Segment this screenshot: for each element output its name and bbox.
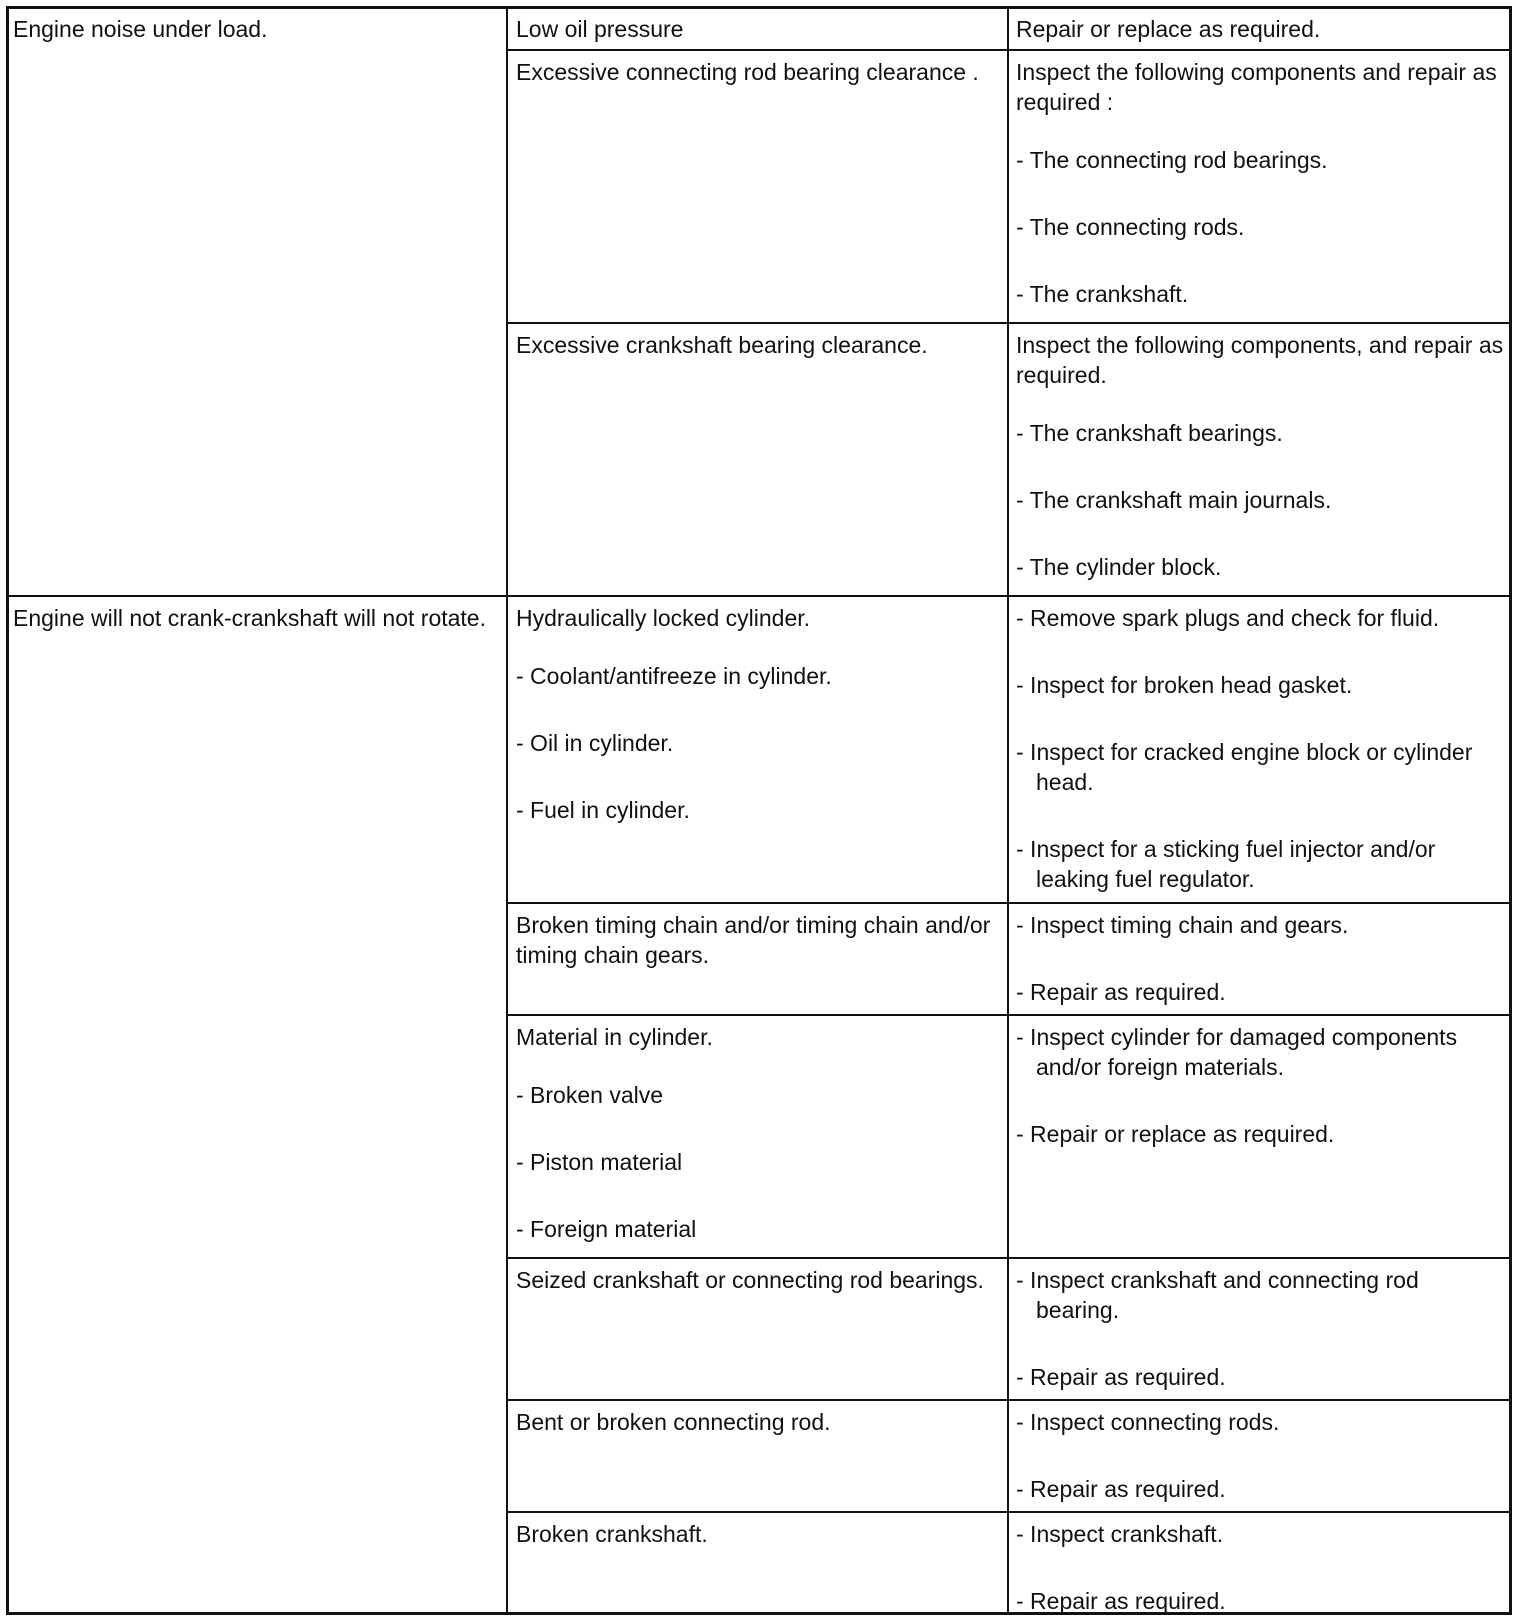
action-item: - The connecting rods. [1016,214,1245,240]
symptom-cell [13,603,493,633]
subrow-divider [506,1399,1509,1401]
cause-text: Hydraulically locked cylinder. [516,605,811,631]
action-text: Repair or replace as required. [1016,16,1321,42]
action-cell [1016,14,1506,44]
action-item: - Inspect crankshaft. [1016,1521,1224,1547]
action-cell [1016,1407,1506,1504]
subrow-divider [506,1257,1509,1259]
cause-text: Seized crankshaft or connecting rod bearings. [516,1267,984,1293]
cause-text: Broken timing chain and/or timing chain and/or timing chain gears. [516,912,991,968]
symptom-text: Engine will not crank-crankshaft will not rotate. [13,605,486,631]
action-item: - Repair as required. [1016,1476,1226,1502]
symptom-cell [13,14,493,44]
action-item: - The crankshaft bearings. [1016,420,1283,446]
action-item: - Remove spark plugs and check for fluid. [1016,605,1440,631]
action-item: - Repair as required. [1016,1364,1226,1390]
column-divider-action [1007,9,1009,1612]
cause-cell [516,14,996,44]
cause-item: - Fuel in cylinder. [516,797,690,823]
action-item: - The crankshaft. [1016,281,1189,307]
action-text: Inspect the following components, and repair as required. [1016,332,1504,388]
cause-item: - Oil in cylinder. [516,730,674,756]
diagnosis-table [6,6,1512,1615]
cause-text: Excessive crankshaft bearing clearance. [516,332,928,358]
action-cell [1016,1022,1506,1149]
cause-cell [516,330,996,360]
action-item: - Repair or replace as required. [1016,1121,1335,1147]
cause-item: - Foreign material [516,1216,697,1242]
action-item: - Inspect cylinder for damaged components and/or foreign materials. [1016,1024,1458,1080]
cause-cell [516,910,996,970]
cause-item: - Coolant/antifreeze in cylinder. [516,663,832,689]
action-item: - Inspect for cracked engine block or cylinder head. [1016,739,1473,795]
cause-text: Bent or broken connecting rod. [516,1409,831,1435]
subrow-divider [506,1014,1509,1016]
subrow-divider [506,49,1509,51]
action-item: - The crankshaft main journals. [1016,487,1332,513]
action-item: - Inspect crankshaft and connecting rod bearing. [1016,1267,1419,1323]
action-cell [1016,603,1506,894]
cause-cell [516,1022,996,1244]
row-divider [9,595,1509,597]
subrow-divider [506,902,1509,904]
action-cell [1016,1519,1506,1616]
cause-cell [516,1265,996,1295]
subrow-divider [506,1511,1509,1513]
action-item: - Inspect for broken head gasket. [1016,672,1353,698]
column-divider-cause [506,9,508,1612]
action-item: - Inspect connecting rods. [1016,1409,1280,1435]
action-item: - The cylinder block. [1016,554,1222,580]
cause-item: - Broken valve [516,1082,664,1108]
action-cell [1016,1265,1506,1392]
cause-cell [516,57,996,87]
subrow-divider [506,322,1509,324]
cause-text: Broken crankshaft. [516,1521,708,1547]
cause-text: Low oil pressure [516,16,684,42]
action-cell [1016,910,1506,1007]
action-text: Inspect the following components and repair as required : [1016,59,1497,115]
cause-cell [516,1519,996,1549]
action-cell [1016,330,1506,582]
cause-text: Excessive connecting rod bearing clearance . [516,59,979,85]
action-cell [1016,57,1506,309]
action-item: - Inspect for a sticking fuel injector and/or leaking fuel regulator. [1016,836,1436,892]
action-item: - Inspect timing chain and gears. [1016,912,1349,938]
cause-text: Material in cylinder. [516,1024,713,1050]
symptom-text: Engine noise under load. [13,16,268,42]
cause-cell [516,603,996,825]
action-item: - Repair as required. [1016,1588,1226,1614]
action-item: - Repair as required. [1016,979,1226,1005]
action-item: - The connecting rod bearings. [1016,147,1328,173]
cause-item: - Piston material [516,1149,683,1175]
cause-cell [516,1407,996,1437]
